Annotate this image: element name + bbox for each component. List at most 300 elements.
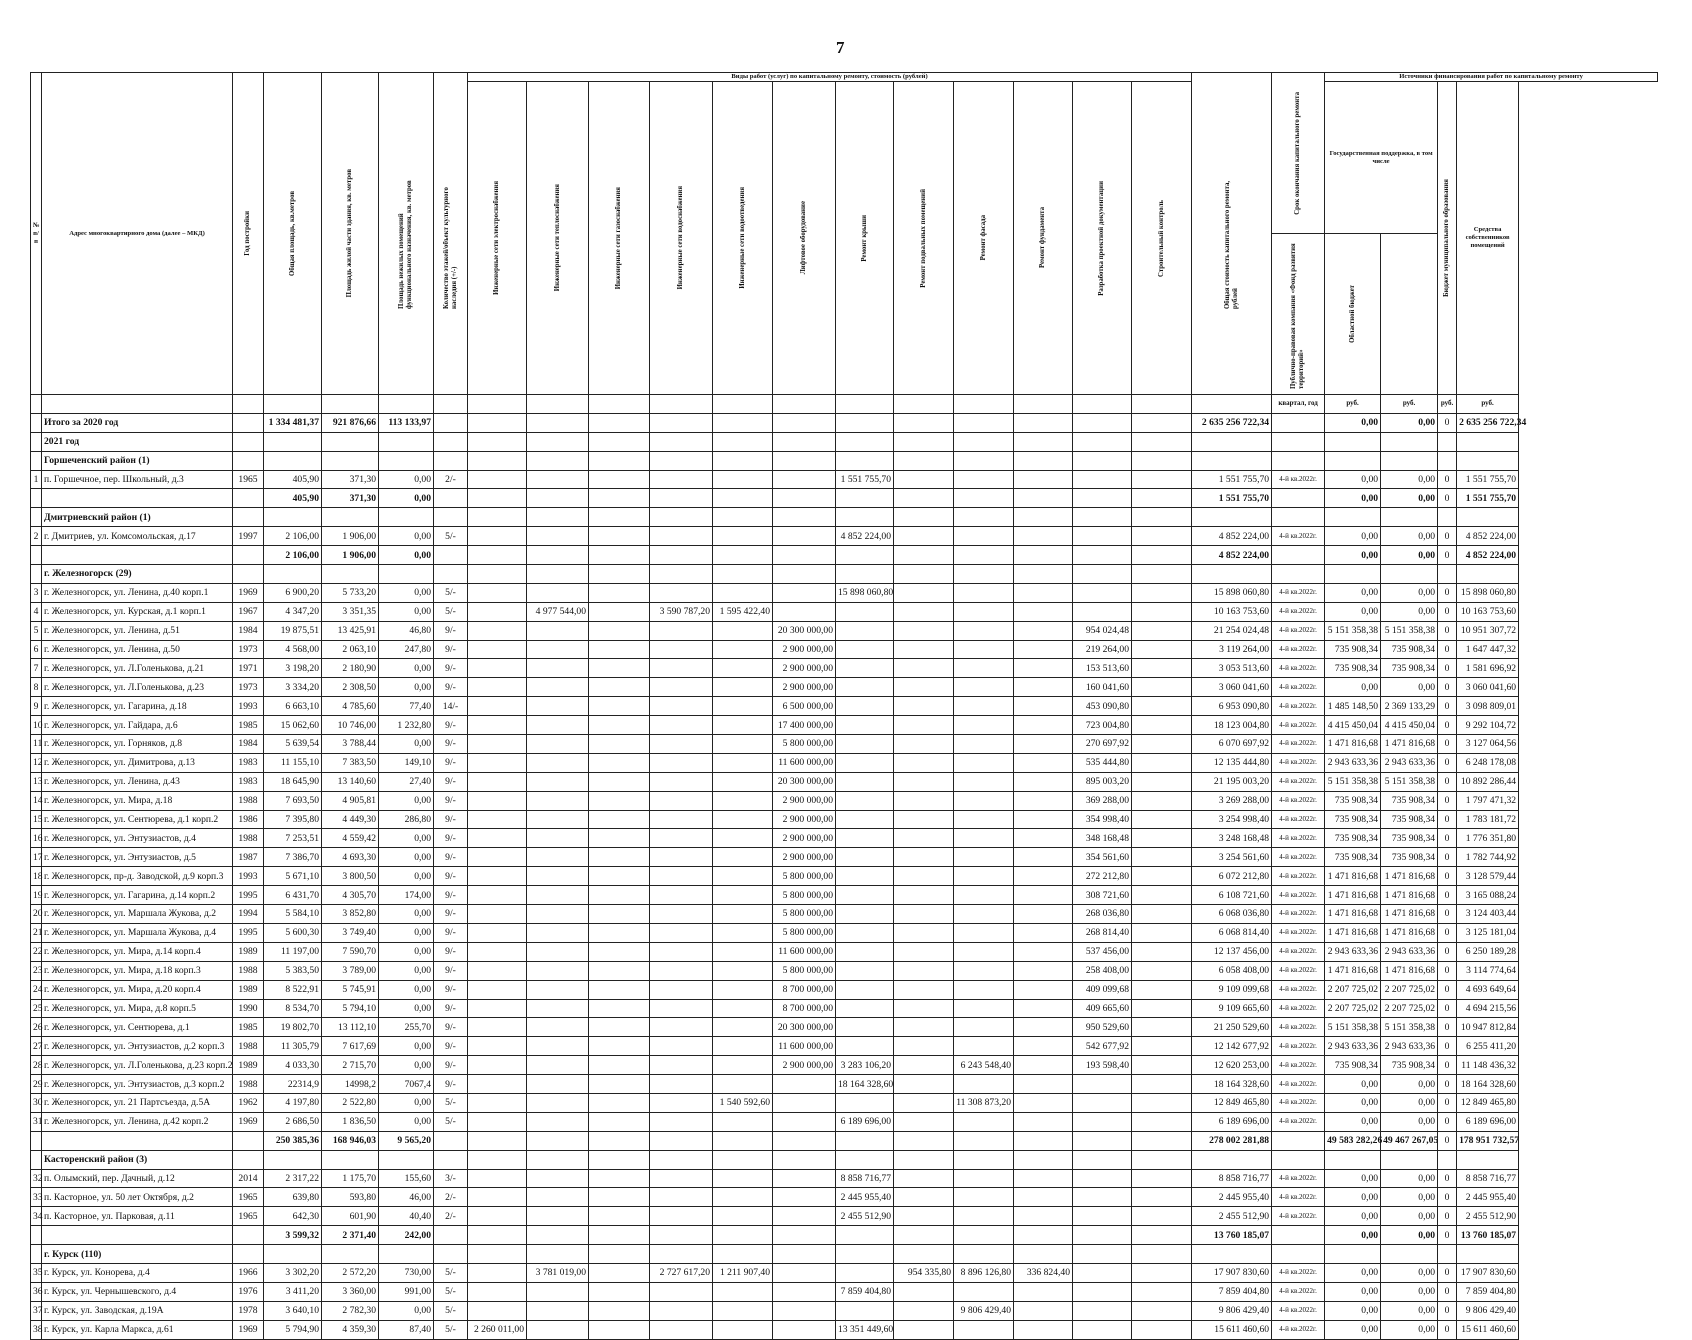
row-number: 23 [31, 961, 42, 980]
row-work-cost [713, 678, 773, 697]
row-period: 4-й кв.2022г. [1272, 980, 1325, 999]
row-work-cost [836, 602, 894, 621]
row-work-cost: 369 288,00 [1073, 791, 1132, 810]
row-work-cost [713, 791, 773, 810]
row-work-cost [650, 1188, 713, 1207]
row-number: 16 [31, 829, 42, 848]
row-fund: 0,00 [1325, 1207, 1381, 1226]
row-address [42, 1226, 233, 1245]
row-work-cost [954, 1018, 1014, 1037]
table-cell [31, 432, 42, 451]
row-work-cost [1132, 1075, 1192, 1094]
row-muni-budget: 0 [1438, 810, 1457, 829]
header-label: Площадь нежилых помещений функционального назначения, кв. метров [398, 179, 413, 309]
header-region-budget [1325, 234, 1381, 395]
row-fund: 735 908,34 [1325, 659, 1381, 678]
row-work-cost [527, 621, 589, 640]
row-work-cost: 8 700 000,00 [773, 980, 836, 999]
header-work-type [589, 82, 650, 395]
row-work-cost [894, 640, 954, 659]
row-work-cost [954, 772, 1014, 791]
row-work-cost [894, 470, 954, 489]
row-work-cost: 2 900 000,00 [773, 791, 836, 810]
row-year: 1969 [233, 1112, 264, 1131]
row-total-area: 642,30 [264, 1207, 322, 1226]
row-work-cost [954, 1112, 1014, 1131]
row-work-cost [836, 1037, 894, 1056]
row-work-cost: 2 900 000,00 [773, 640, 836, 659]
row-work-cost [713, 772, 773, 791]
row-number: 34 [31, 1207, 42, 1226]
row-owners: 13 760 185,07 [1457, 1226, 1519, 1245]
table-cell [1325, 565, 1381, 584]
table-row [31, 886, 1658, 905]
row-period: 4-й кв.2022г. [1272, 772, 1325, 791]
row-floors: 9/- [434, 942, 468, 961]
row-work-cost [1132, 659, 1192, 678]
row-work-cost [468, 583, 527, 602]
row-nonres-area: 991,00 [379, 1282, 434, 1301]
row-living-area: 371,30 [322, 489, 379, 508]
row-owners: 3 060 041,60 [1457, 678, 1519, 697]
row-living-area: 5 745,91 [322, 980, 379, 999]
header-label: Виды работ (услуг) по капитальному ремонту, стоимость (рублей) [731, 73, 928, 80]
row-total-cost: 9 109 665,60 [1192, 999, 1272, 1018]
row-number: 15 [31, 810, 42, 829]
row-work-cost [836, 659, 894, 678]
row-work-cost [1132, 1226, 1192, 1245]
row-work-cost: 1 211 907,40 [713, 1263, 773, 1282]
row-work-cost [894, 961, 954, 980]
row-work-cost [650, 867, 713, 886]
row-work-cost [1014, 1112, 1073, 1131]
row-work-cost [589, 413, 650, 432]
row-region-budget: 735 908,34 [1381, 791, 1438, 810]
row-work-cost [468, 1282, 527, 1301]
row-work-cost [1014, 470, 1073, 489]
table-row [31, 640, 1658, 659]
row-work-cost [527, 1226, 589, 1245]
row-work-cost [527, 735, 589, 754]
row-muni-budget: 0 [1438, 829, 1457, 848]
table-cell [1438, 508, 1457, 527]
row-work-cost [527, 999, 589, 1018]
row-owners: 18 164 328,60 [1457, 1075, 1519, 1094]
row-floors: 5/- [434, 1263, 468, 1282]
table-cell [379, 565, 434, 584]
row-work-cost [650, 961, 713, 980]
row-fund: 1 471 816,68 [1325, 735, 1381, 754]
table-row [31, 1282, 1658, 1301]
row-work-cost [650, 1226, 713, 1245]
row-work-cost [650, 980, 713, 999]
row-work-cost [1132, 1169, 1192, 1188]
header-floors [434, 73, 468, 395]
row-total-area: 5 600,30 [264, 923, 322, 942]
row-address: г. Железногорск, пр-д. Заводской, д.9 корп.3 [42, 867, 233, 886]
row-region-budget: 4 415 450,04 [1381, 716, 1438, 735]
row-total-cost: 12 135 444,80 [1192, 753, 1272, 772]
table-cell [894, 1245, 954, 1264]
row-work-cost [836, 886, 894, 905]
row-work-cost [589, 640, 650, 659]
table-cell [468, 432, 527, 451]
row-work-cost [468, 546, 527, 565]
table-cell [1132, 565, 1192, 584]
table-row [31, 810, 1658, 829]
row-region-budget: 735 908,34 [1381, 848, 1438, 867]
row-work-cost [650, 1320, 713, 1339]
table-cell [1381, 451, 1438, 470]
row-address: г. Железногорск, ул. Мира, д.18 [42, 791, 233, 810]
row-work-cost: 219 264,00 [1073, 640, 1132, 659]
row-living-area: 1 175,70 [322, 1169, 379, 1188]
row-fund: 1 471 816,68 [1325, 961, 1381, 980]
row-period: 4-й кв.2022г. [1272, 923, 1325, 942]
row-work-cost: 4 852 224,00 [836, 527, 894, 546]
row-living-area: 2 572,20 [322, 1263, 379, 1282]
row-work-cost [713, 1112, 773, 1131]
row-fund: 5 151 358,38 [1325, 772, 1381, 791]
row-work-cost [1014, 716, 1073, 735]
table-cell [1457, 451, 1519, 470]
row-work-cost [589, 735, 650, 754]
row-work-cost [954, 1282, 1014, 1301]
row-work-cost [894, 659, 954, 678]
row-work-cost [1132, 470, 1192, 489]
row-work-cost: 308 721,60 [1073, 886, 1132, 905]
row-work-cost [713, 1075, 773, 1094]
row-work-cost [468, 848, 527, 867]
row-work-cost [650, 1037, 713, 1056]
row-number: 29 [31, 1075, 42, 1094]
row-work-cost [954, 546, 1014, 565]
row-work-cost: 348 168,48 [1073, 829, 1132, 848]
row-work-cost [894, 546, 954, 565]
header-work-type [836, 82, 894, 395]
row-work-cost [589, 772, 650, 791]
row-address: г. Железногорск, ул. Гайдара, д.6 [42, 716, 233, 735]
row-work-cost [1132, 772, 1192, 791]
row-nonres-area: 1 232,80 [379, 716, 434, 735]
row-work-cost: 11 308 873,20 [954, 1093, 1014, 1112]
row-muni-budget: 0 [1438, 1169, 1457, 1188]
row-owners: 15 898 060,80 [1457, 583, 1519, 602]
row-nonres-area: 0,00 [379, 678, 434, 697]
table-cell [1132, 1245, 1192, 1264]
row-work-cost [713, 1037, 773, 1056]
row-work-cost [836, 640, 894, 659]
row-work-cost [1014, 735, 1073, 754]
table-cell [434, 451, 468, 470]
units-cell [434, 395, 468, 414]
row-work-cost [1132, 1037, 1192, 1056]
row-living-area: 593,80 [322, 1188, 379, 1207]
table-cell [894, 508, 954, 527]
row-work-cost [1073, 602, 1132, 621]
row-work-cost [713, 1056, 773, 1075]
row-owners: 3 128 579,44 [1457, 867, 1519, 886]
row-floors: 9/- [434, 905, 468, 924]
table-cell [322, 1150, 379, 1169]
row-work-cost [1132, 640, 1192, 659]
row-work-cost [589, 961, 650, 980]
row-owners: 12 849 465,80 [1457, 1093, 1519, 1112]
row-owners: 1 551 755,70 [1457, 489, 1519, 508]
row-fund: 735 908,34 [1325, 791, 1381, 810]
row-work-cost [650, 1112, 713, 1131]
row-work-cost [650, 753, 713, 772]
row-work-cost [468, 791, 527, 810]
subtotal-row [31, 413, 1658, 432]
table-cell [1325, 1150, 1381, 1169]
table-cell [1272, 508, 1325, 527]
row-work-cost: 1 595 422,40 [713, 602, 773, 621]
row-address: г. Курск, ул. Заводская, д.19А [42, 1301, 233, 1320]
row-fund: 0,00 [1325, 527, 1381, 546]
table-cell [1014, 1245, 1073, 1264]
row-nonres-area: 0,00 [379, 1056, 434, 1075]
row-floors: 9/- [434, 621, 468, 640]
row-work-cost [650, 735, 713, 754]
row-nonres-area: 0,00 [379, 527, 434, 546]
row-work-cost [894, 1056, 954, 1075]
row-work-cost [527, 886, 589, 905]
row-work-cost [894, 1131, 954, 1150]
row-work-cost: 2 260 011,00 [468, 1320, 527, 1339]
row-number: 9 [31, 697, 42, 716]
row-total-area: 4 347,20 [264, 602, 322, 621]
row-nonres-area: 0,00 [379, 659, 434, 678]
row-work-cost [468, 829, 527, 848]
row-total-area: 1 334 481,37 [264, 413, 322, 432]
row-living-area: 5 794,10 [322, 999, 379, 1018]
row-work-cost [589, 1112, 650, 1131]
row-fund: 4 415 450,04 [1325, 716, 1381, 735]
row-owners: 6 189 696,00 [1457, 1112, 1519, 1131]
table-cell [589, 432, 650, 451]
row-work-cost: 5 800 000,00 [773, 961, 836, 980]
row-floors: 9/- [434, 753, 468, 772]
row-work-cost [468, 1131, 527, 1150]
row-work-cost: 2 900 000,00 [773, 1056, 836, 1075]
row-total-cost: 2 635 256 722,34 [1192, 413, 1272, 432]
row-work-cost [527, 829, 589, 848]
table-row [31, 1207, 1658, 1226]
row-year: 1988 [233, 829, 264, 848]
row-work-cost [713, 546, 773, 565]
row-owners: 3 125 181,04 [1457, 923, 1519, 942]
row-work-cost [1014, 980, 1073, 999]
row-work-cost [589, 678, 650, 697]
row-floors: 5/- [434, 1282, 468, 1301]
row-work-cost [468, 980, 527, 999]
table-cell [434, 432, 468, 451]
table-cell [527, 451, 589, 470]
table-cell [1381, 432, 1438, 451]
row-total-cost: 4 852 224,00 [1192, 527, 1272, 546]
row-period [1272, 489, 1325, 508]
row-year: 1990 [233, 999, 264, 1018]
row-fund: 5 151 358,38 [1325, 621, 1381, 640]
row-total-cost: 15 898 060,80 [1192, 583, 1272, 602]
table-cell [322, 565, 379, 584]
row-owners: 11 148 436,32 [1457, 1056, 1519, 1075]
row-total-area: 4 568,00 [264, 640, 322, 659]
header-label: Источники финансирования работ по капитальному ремонту [1399, 73, 1583, 80]
subtotal-row [31, 546, 1658, 565]
row-work-cost [713, 1188, 773, 1207]
row-address: г. Курск, ул. Чернышевского, д.4 [42, 1282, 233, 1301]
row-work-cost [836, 810, 894, 829]
units-cell [233, 395, 264, 414]
row-period [1272, 1226, 1325, 1245]
row-owners: 4 852 224,00 [1457, 546, 1519, 565]
table-cell [1325, 432, 1381, 451]
row-living-area: 7 617,69 [322, 1037, 379, 1056]
row-work-cost [527, 1207, 589, 1226]
row-total-area: 11 305,79 [264, 1037, 322, 1056]
table-cell [434, 508, 468, 527]
row-work-cost [773, 1188, 836, 1207]
row-period: 4-й кв.2022г. [1272, 1207, 1325, 1226]
table-row [31, 999, 1658, 1018]
table-row [31, 1169, 1658, 1188]
row-living-area: 3 789,00 [322, 961, 379, 980]
table-cell [836, 1150, 894, 1169]
row-number: 31 [31, 1112, 42, 1131]
row-total-area: 6 431,70 [264, 886, 322, 905]
row-fund: 0,00 [1325, 1188, 1381, 1207]
table-cell [713, 1150, 773, 1169]
row-total-area: 19 875,51 [264, 621, 322, 640]
units-cell [773, 395, 836, 414]
row-muni-budget: 0 [1438, 791, 1457, 810]
header-works-group [468, 73, 1192, 82]
row-work-cost [836, 772, 894, 791]
row-work-cost [954, 640, 1014, 659]
row-work-cost [650, 1301, 713, 1320]
header-label: № п/п [33, 221, 40, 245]
row-work-cost [1132, 716, 1192, 735]
row-floors [434, 489, 468, 508]
row-work-cost [713, 1207, 773, 1226]
row-region-budget: 49 467 267,05 [1381, 1131, 1438, 1150]
table-cell [1192, 508, 1272, 527]
row-work-cost: 6 500 000,00 [773, 697, 836, 716]
row-region-budget: 1 471 816,68 [1381, 923, 1438, 942]
row-work-cost [1132, 413, 1192, 432]
row-work-cost [954, 753, 1014, 772]
row-nonres-area: 0,00 [379, 791, 434, 810]
row-living-area: 3 800,50 [322, 867, 379, 886]
row-number: 10 [31, 716, 42, 735]
row-work-cost [713, 1226, 773, 1245]
header-label: Ремонт крыши [860, 214, 868, 262]
row-nonres-area: 0,00 [379, 961, 434, 980]
row-region-budget: 0,00 [1381, 1188, 1438, 1207]
table-cell [233, 508, 264, 527]
units-cell [42, 395, 233, 414]
row-work-cost [650, 640, 713, 659]
row-work-cost [589, 527, 650, 546]
row-floors: 2/- [434, 1207, 468, 1226]
table-cell [589, 565, 650, 584]
row-region-budget: 0,00 [1381, 413, 1438, 432]
row-work-cost [527, 753, 589, 772]
row-period: 4-й кв.2022г. [1272, 659, 1325, 678]
row-living-area: 7 383,50 [322, 753, 379, 772]
row-period: 4-й кв.2022г. [1272, 602, 1325, 621]
row-muni-budget: 0 [1438, 848, 1457, 867]
row-work-cost [468, 1056, 527, 1075]
row-work-cost [468, 602, 527, 621]
row-address: г. Железногорск, ул. Энтузиастов, д.5 [42, 848, 233, 867]
row-nonres-area: 77,40 [379, 697, 434, 716]
row-work-cost [468, 999, 527, 1018]
row-floors: 9/- [434, 886, 468, 905]
header-label: Средства собственников помещений [1465, 226, 1510, 249]
row-number: 35 [31, 1263, 42, 1282]
row-period: 4-й кв.2022г. [1272, 886, 1325, 905]
row-work-cost [954, 923, 1014, 942]
units-row [31, 395, 1658, 414]
row-floors: 9/- [434, 961, 468, 980]
table-cell [650, 432, 713, 451]
table-cell [1014, 508, 1073, 527]
row-nonres-area: 0,00 [379, 999, 434, 1018]
row-work-cost [713, 942, 773, 961]
header-work-type [713, 82, 773, 395]
row-fund: 0,00 [1325, 546, 1381, 565]
row-work-cost: 258 408,00 [1073, 961, 1132, 980]
row-fund: 0,00 [1325, 1169, 1381, 1188]
row-total-area: 3 334,20 [264, 678, 322, 697]
row-work-cost [650, 1018, 713, 1037]
row-year: 1988 [233, 961, 264, 980]
units-cell [468, 395, 527, 414]
table-cell [836, 508, 894, 527]
table-cell [650, 508, 713, 527]
row-work-cost [1132, 735, 1192, 754]
row-work-cost [894, 810, 954, 829]
row-work-cost [894, 772, 954, 791]
row-work-cost [894, 1282, 954, 1301]
table-cell [894, 1150, 954, 1169]
row-period: 4-й кв.2022г. [1272, 1075, 1325, 1094]
row-work-cost [773, 583, 836, 602]
table-row [31, 772, 1658, 791]
row-period: 4-й кв.2022г. [1272, 848, 1325, 867]
row-work-cost [1132, 602, 1192, 621]
row-work-cost [1014, 527, 1073, 546]
row-work-cost [894, 678, 954, 697]
row-floors: 14/- [434, 697, 468, 716]
row-owners: 2 455 512,90 [1457, 1207, 1519, 1226]
row-address: г. Железногорск, ул. Сентюрева, д.1 корп.2 [42, 810, 233, 829]
row-fund: 1 471 816,68 [1325, 905, 1381, 924]
table-row [31, 1112, 1658, 1131]
table-row [31, 753, 1658, 772]
row-work-cost [894, 905, 954, 924]
table-cell [1438, 432, 1457, 451]
row-work-cost: 954 335,80 [894, 1263, 954, 1282]
row-number: 30 [31, 1093, 42, 1112]
row-period: 4-й кв.2022г. [1272, 1320, 1325, 1339]
row-nonres-area: 40,40 [379, 1207, 434, 1226]
row-address: г. Железногорск, ул. Энтузиастов, д.4 [42, 829, 233, 848]
row-work-cost: 5 800 000,00 [773, 905, 836, 924]
